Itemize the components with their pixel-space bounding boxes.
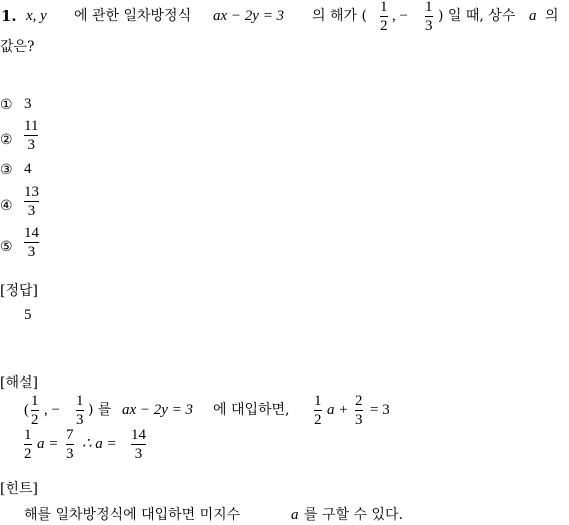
explanation-separator: , − xyxy=(44,402,60,418)
question-text-3: ) 일 때, 상수 xyxy=(438,8,516,24)
hint-text-1: 해를 일차방정식에 대입하면 미지수 xyxy=(24,507,241,523)
choice-fraction: 11 3 xyxy=(24,118,39,153)
question-vars: x, y xyxy=(26,8,47,24)
explanation-text-2: 에 대입하면, xyxy=(213,402,290,418)
question-equation: ax − 2y = 3 xyxy=(213,8,285,24)
question-text-4: 의 xyxy=(545,8,559,24)
choice-value: 3 xyxy=(24,96,32,112)
choice-fraction: 13 3 xyxy=(24,184,39,219)
solution-x-fraction: 1 2 xyxy=(380,0,388,34)
choice-mark: ① xyxy=(0,97,13,113)
explanation-label: [해설] xyxy=(0,375,38,391)
explanation-a-plus: a + xyxy=(327,402,349,418)
explanation-fraction-two-thirds: 2 3 xyxy=(355,393,363,428)
solution-separator: , − xyxy=(392,8,408,24)
solution-y-fraction: 1 3 xyxy=(425,0,433,34)
choice-mark: ④ xyxy=(0,198,13,214)
choice-fraction: 14 3 xyxy=(24,225,39,260)
question-text-1: 에 관한 일차방정식 xyxy=(74,8,192,24)
choice-value: 4 xyxy=(24,161,32,177)
explanation-fraction-seven-thirds: 7 3 xyxy=(66,427,74,462)
question-line-2: 값은? xyxy=(0,39,35,55)
explanation-equation: ax − 2y = 3 xyxy=(122,402,194,418)
explanation-fraction-half: 1 2 xyxy=(314,393,322,428)
choice-mark: ③ xyxy=(0,162,13,178)
explanation-equals-3: = 3 xyxy=(370,402,390,418)
hint-const: a xyxy=(291,507,299,523)
choice-mark: ⑤ xyxy=(0,239,13,255)
explanation-therefore: ∴ a = xyxy=(82,436,117,452)
explanation-x-fraction: 1 2 xyxy=(31,393,39,428)
explanation-fraction-result: 14 3 xyxy=(131,427,146,462)
explanation-y-fraction: 1 3 xyxy=(76,393,84,428)
question-number: 1. xyxy=(1,7,17,25)
choice-mark: ② xyxy=(0,132,13,148)
explanation-open-paren: ( xyxy=(24,402,29,418)
answer-label: [정답] xyxy=(0,283,38,299)
explanation-fraction-half-2: 1 2 xyxy=(24,427,32,462)
question-text-2: 의 해가 ( xyxy=(312,8,367,24)
answer-value: 5 xyxy=(24,307,32,323)
explanation-a-equals: a = xyxy=(37,436,59,452)
question-const: a xyxy=(529,8,537,24)
explanation-text-1: ) 를 xyxy=(88,402,112,418)
hint-label: [힌트] xyxy=(0,481,38,497)
hint-text-2: 를 구할 수 있다. xyxy=(304,507,403,523)
